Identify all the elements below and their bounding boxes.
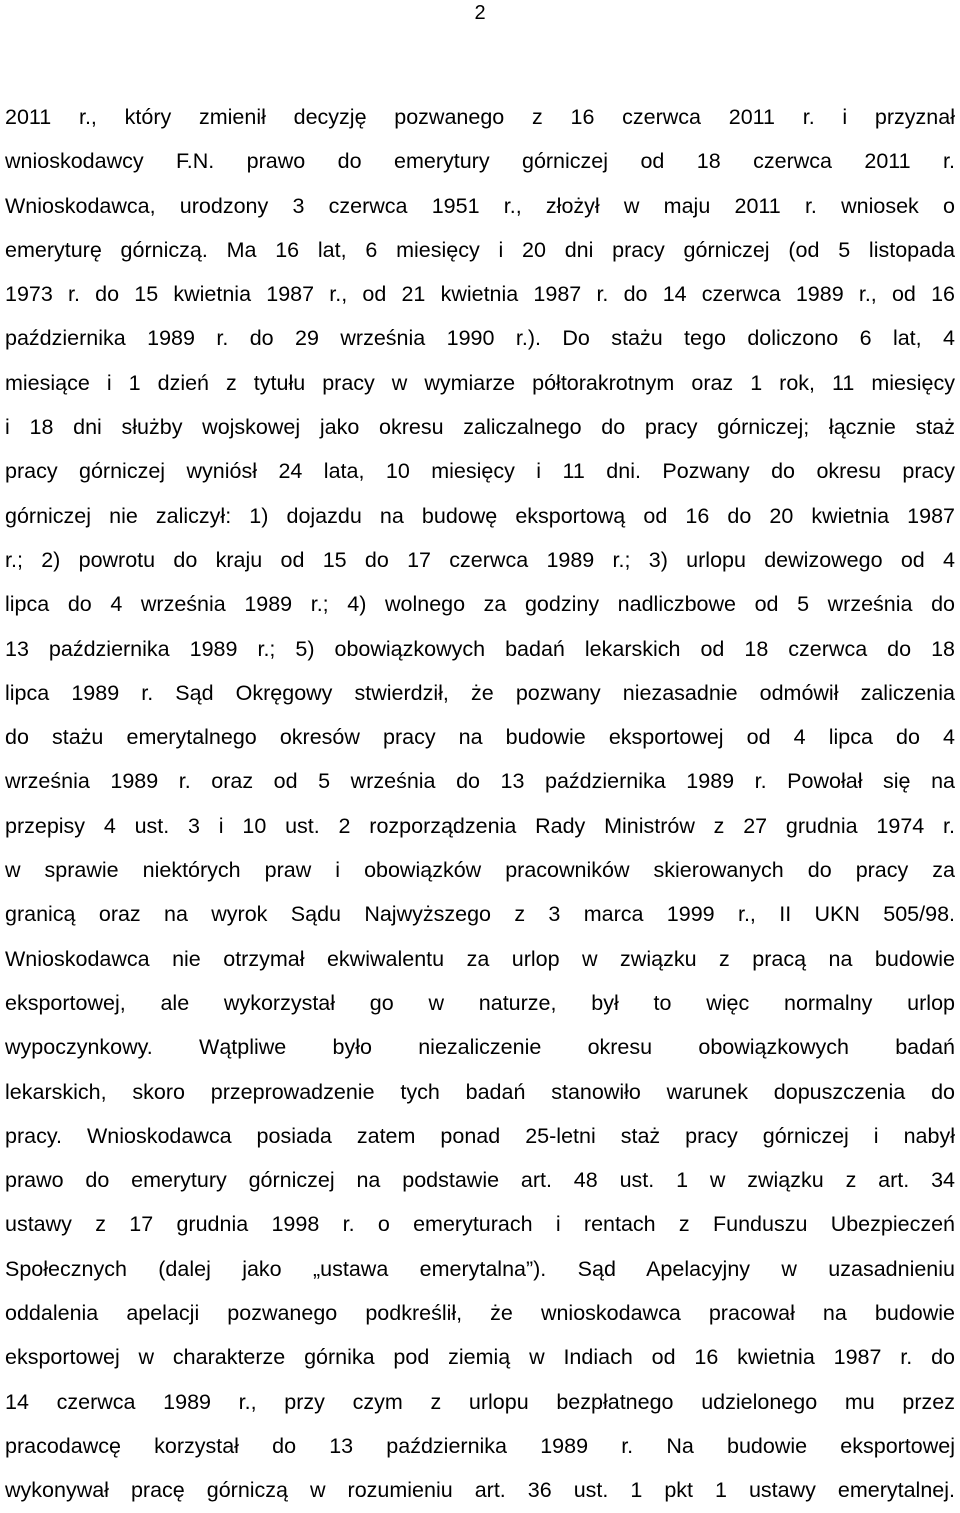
text-line: wypoczynkowy. Wątpliwe było niezaliczenie okresu obowiązkowych badań [5,1035,955,1060]
text-line: granicą oraz na wyrok Sądu Najwyższego z 3 marca 1999 r., II UKN 505/98. [5,902,955,927]
text-line: pracy górniczej wyniósł 24 lata, 10 miesięcy i 11 dni. Pozwany do okresu pracy [5,459,955,484]
document-body [5,95,955,1513]
text-line: lipca do 4 września 1989 r.; 4) wolnego za godziny nadliczbowe od 5 września do [5,592,955,617]
text-line: wnioskodawcy F.N. prawo do emerytury górniczej od 18 czerwca 2011 r. [5,149,955,174]
page-number: 2 [474,2,486,24]
text-line: przepisy 4 ust. 3 i 10 ust. 2 rozporządzenia Rady Ministrów z 27 grudnia 1974 r. [5,813,955,838]
text-line: 14 czerwca 1989 r., przy czym z urlopu bezpłatnego udzielonego mu przez [5,1389,955,1414]
text-line: 2011 r., który zmienił decyzję pozwanego z 16 czerwca 2011 r. i przyznał [5,105,955,129]
text-line: października 1989 r. do 29 września 1990 r.). Do stażu tego doliczono 6 lat, 4 [5,326,955,351]
text-line: 1973 r. do 15 kwietnia 1987 r., od 21 kwietnia 1987 r. do 14 czerwca 1989 r., od 16 [5,282,955,307]
text-line: eksportowej w charakterze górnika pod ziemią w Indiach od 16 kwietnia 1987 r. do [5,1345,955,1370]
text-line: pracy. Wnioskodawca posiada zatem ponad 25-letni staż pracy górniczej i nabył [5,1123,955,1148]
text-line: ustawy z 17 grudnia 1998 r. o emeryturach i rentach z Funduszu Ubezpieczeń [5,1212,955,1237]
text-line: września 1989 r. oraz od 5 września do 13 października 1989 r. Powołał się na [5,769,955,794]
text-line: eksportowej, ale wykorzystał go w naturze, był to więc normalny urlop [5,990,955,1015]
text-line: i 18 dni służby wojskowej jako okresu zaliczalnego do pracy górniczej; łącznie staż [5,415,955,440]
text-line: do stażu emerytalnego okresów pracy na budowie eksportowej od 4 lipca do 4 [5,725,955,750]
text-line: 13 października 1989 r.; 5) obowiązkowych badań lekarskich od 18 czerwca do 18 [5,636,955,661]
text-line: miesiące i 1 dzień z tytułu pracy w wymiarze półtorakrotnym oraz 1 rok, 11 miesięcy [5,370,955,395]
text-line: pracodawcę korzystał do 13 października 1989 r. Na budowie eksportowej [5,1433,955,1458]
text-line: Społecznych (dalej jako „ustawa emerytalna”). Sąd Apelacyjny w uzasadnieniu [5,1256,955,1281]
text-line: górniczej nie zaliczył: 1) dojazdu na budowę eksportową od 16 do 20 kwietnia 1987 [5,503,955,528]
text-line: w sprawie niektórych praw i obowiązków pracowników skierowanych do pracy za [5,858,955,883]
text-line: r.; 2) powrotu do kraju od 15 do 17 czerwca 1989 r.; 3) urlopu dewizowego od 4 [5,547,955,572]
text-line: lekarskich, skoro przeprowadzenie tych badań stanowiło warunek dopuszczenia do [5,1079,955,1104]
text-line: wykonywał pracę górniczą w rozumieniu art. 36 ust. 1 pkt 1 ustawy emerytalnej. [5,1478,955,1503]
text-line: oddalenia apelacji pozwanego podkreślił, że wnioskodawca pracował na budowie [5,1301,955,1326]
text-line: Wnioskodawca, urodzony 3 czerwca 1951 r., złożył w maju 2011 r. wniosek o [5,193,955,218]
text-line: Wnioskodawca nie otrzymał ekwiwalentu za urlop w związku z pracą na budowie [5,946,955,971]
text-line: prawo do emerytury górniczej na podstawie art. 48 ust. 1 w związku z art. 34 [5,1168,955,1193]
text-line: emeryturę górniczą. Ma 16 lat, 6 miesięcy i 20 dni pracy górniczej (od 5 listopada [5,237,955,262]
text-line: lipca 1989 r. Sąd Okręgowy stwierdził, że pozwany niezasadnie odmówił zaliczenia [5,680,955,705]
